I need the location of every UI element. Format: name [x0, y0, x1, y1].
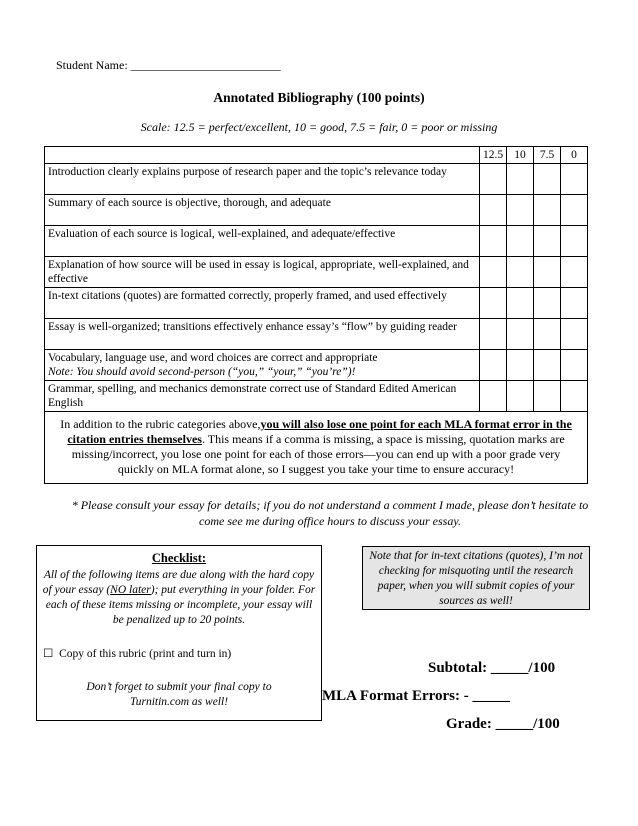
checklist-body-post: ); put everything in your folder. For each of these items missing or incomplete, your essay will be penalized up to 20 points. [45, 584, 316, 626]
mla-note-intro: In addition to the rubric categories above, [60, 417, 261, 431]
criterion-row [45, 350, 588, 381]
score-cell[interactable] [480, 257, 507, 288]
score-cell[interactable] [561, 164, 588, 195]
score-header-12-5: 12.5 [480, 147, 507, 164]
criterion-row [45, 226, 588, 257]
second-person-note: Note: You should avoid second-person (“you,” “your,” “you’re”)! [48, 366, 356, 378]
score-cell[interactable] [561, 226, 588, 257]
score-header-0: 0 [561, 147, 588, 164]
criterion-evaluation: Evaluation of each source is logical, well-explained, and adequate/effective [45, 226, 480, 257]
score-cell[interactable] [480, 288, 507, 319]
score-cell[interactable] [561, 257, 588, 288]
rubric-table [44, 146, 588, 484]
score-cell[interactable] [534, 288, 561, 319]
score-cell[interactable] [507, 257, 534, 288]
score-cell[interactable] [534, 195, 561, 226]
criterion-vocabulary [45, 350, 480, 381]
score-cell[interactable] [561, 195, 588, 226]
checkbox-icon[interactable]: ☐ [43, 648, 54, 660]
page-title: Annotated Bibliography (100 points) [213, 90, 425, 105]
criterion-explanation: Explanation of how source will be used in essay is logical, appropriate, well-explained, and effective [45, 257, 480, 288]
score-cell[interactable] [507, 195, 534, 226]
consult-note: * Please consult your essay for details; if you do not understand a comment I made, please don’t hesitate to come see me during office hours to discuss your essay. [71, 498, 589, 528]
score-cell[interactable] [561, 288, 588, 319]
subtotal-line[interactable]: Subtotal: _____/100 [428, 660, 556, 676]
checklist-box [36, 545, 322, 721]
criterion-vocabulary-text: Vocabulary, language use, and word choices are correct and appropriate [48, 352, 378, 364]
score-cell[interactable] [480, 195, 507, 226]
checklist-title: Checklist: [151, 551, 207, 565]
score-cell[interactable] [507, 319, 534, 350]
criteria-header-cell [45, 147, 480, 164]
criterion-introduction: Introduction clearly explains purpose of research paper and the topic’s relevance today [45, 164, 480, 195]
checklist-body-pre: All of the following items are due along with the hard copy of your essay ( [42, 569, 315, 596]
score-cell[interactable] [507, 226, 534, 257]
mla-errors-line[interactable]: MLA Format Errors: - _____ [322, 688, 511, 704]
score-cell[interactable] [507, 350, 534, 381]
citation-note-box: Note that for in-text citations (quotes), I’m not checking for misquoting until the research paper, when you will submit copies of your sources as well! [362, 546, 590, 610]
checklist-body-emphasis: NO later [110, 584, 151, 596]
mla-note-emphasis: you will also lose one point for each MLA format error in the citation entries themselves [67, 417, 572, 446]
criterion-citations: In-text citations (quotes) are formatted correctly, properly framed, and used effectively [45, 288, 480, 319]
criterion-row [45, 257, 588, 288]
checklist-item-label: Copy of this rubric (print and turn in) [59, 648, 232, 660]
score-cell[interactable] [480, 350, 507, 381]
criterion-row [45, 381, 588, 412]
criterion-row [45, 319, 588, 350]
score-cell[interactable] [480, 381, 507, 412]
grade-line[interactable]: Grade: _____/100 [446, 716, 560, 732]
score-cell[interactable] [534, 381, 561, 412]
score-cell[interactable] [507, 164, 534, 195]
score-cell[interactable] [534, 257, 561, 288]
student-name-line[interactable]: Student Name: _________________________ [56, 58, 281, 72]
score-cell[interactable] [534, 164, 561, 195]
score-cell[interactable] [561, 319, 588, 350]
criterion-row [45, 195, 588, 226]
turnitin-reminder: Don’t forget to submit your final copy to Turnitin.com as well! [86, 681, 272, 708]
score-cell[interactable] [507, 381, 534, 412]
mla-note-row [45, 412, 588, 484]
score-cell[interactable] [480, 164, 507, 195]
checklist-instructions [41, 568, 317, 628]
criterion-summary: Summary of each source is objective, thorough, and adequate [45, 195, 480, 226]
mla-note-rest: . This means if a comma is missing, a space is missing, quotation marks are missing/incorrect, you lose one point for each of those errors—you can end up with a poor grade very quickly on MLA format alone, so I suggest you take your time to ensure accuracy! [71, 432, 565, 476]
score-cell[interactable] [561, 350, 588, 381]
score-cell[interactable] [534, 319, 561, 350]
score-header-7-5: 7.5 [534, 147, 561, 164]
criterion-organization: Essay is well-organized; transitions effectively enhance essay’s “flow” by guiding reader [45, 319, 480, 350]
criterion-grammar: Grammar, spelling, and mechanics demonstrate correct use of Standard Edited American English [45, 381, 480, 412]
score-cell[interactable] [480, 226, 507, 257]
score-cell[interactable] [507, 288, 534, 319]
criterion-row [45, 164, 588, 195]
rubric-header-row [45, 147, 588, 164]
score-header-10: 10 [507, 147, 534, 164]
score-cell[interactable] [534, 350, 561, 381]
score-cell[interactable] [480, 319, 507, 350]
score-cell[interactable] [534, 226, 561, 257]
score-cell[interactable] [561, 381, 588, 412]
mla-error-note [45, 412, 588, 484]
criterion-row [45, 288, 588, 319]
checklist-item [43, 647, 321, 662]
scale-legend: Scale: 12.5 = perfect/excellent, 10 = good, 7.5 = fair, 0 = poor or missing [140, 120, 498, 134]
